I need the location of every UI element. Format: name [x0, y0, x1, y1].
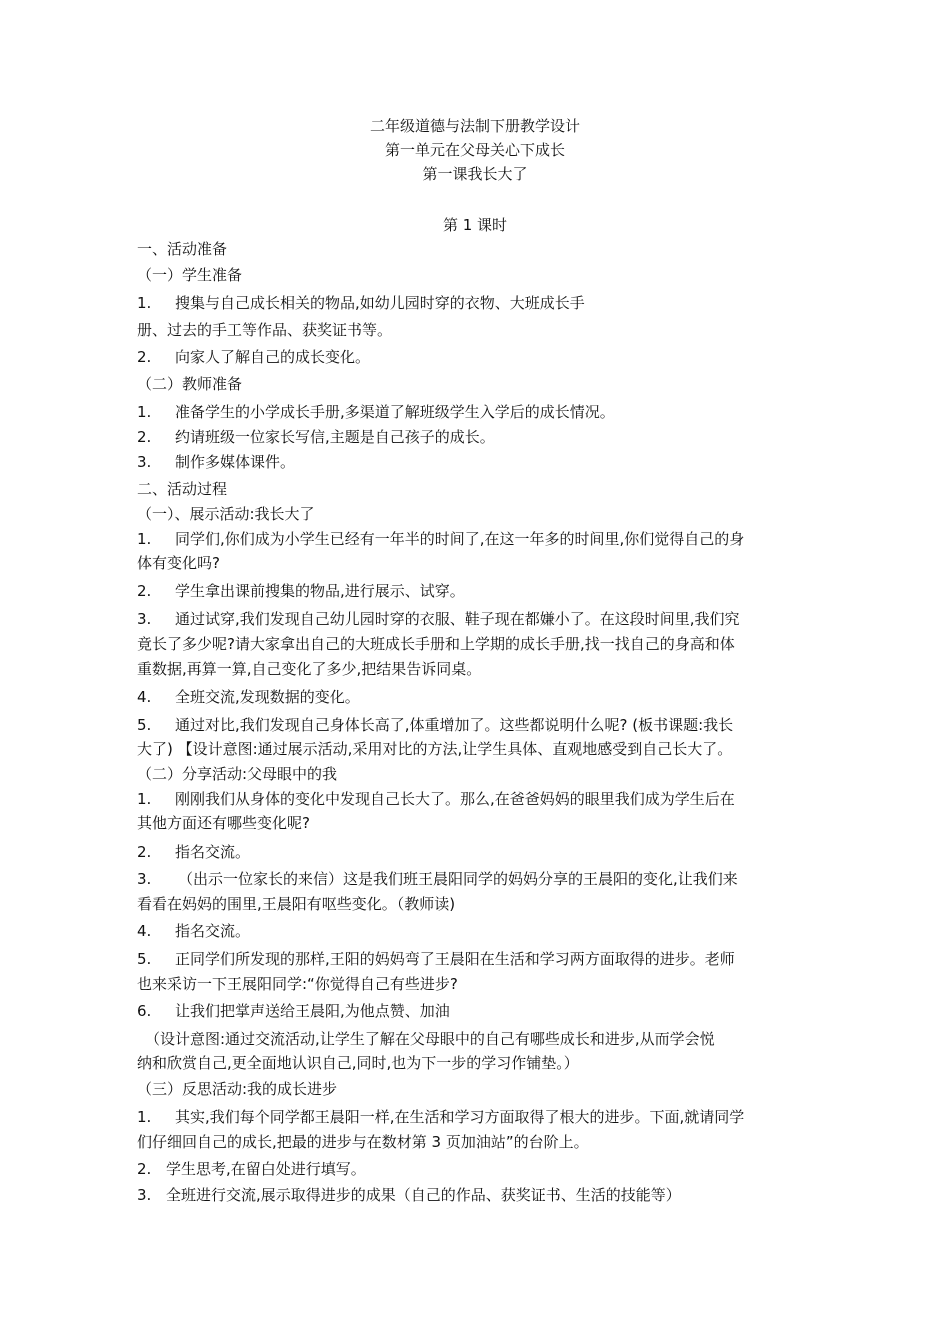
- list-item: 指名交流。: [175, 922, 251, 940]
- list-item: 通过对比,我们发现自己身体长高了,体重增加了。这些都说明什么呢? (板书课题:我长: [175, 716, 734, 734]
- list-number: 3.: [137, 453, 152, 471]
- subheading-show-activity: （一）、展示活动:我长大了: [137, 505, 315, 523]
- list-item: 约请班级一位家长写信,主题是自己孩子的成长。: [175, 428, 495, 446]
- subheading-student-prep: （一）学生准备: [137, 266, 243, 284]
- list-number: 1.: [137, 790, 152, 808]
- subheading-teacher-prep: （二）教师准备: [137, 375, 243, 393]
- list-number: 5.: [137, 716, 152, 734]
- list-number: 3.: [137, 610, 152, 628]
- list-item: 向家人了解自己的成长变化。: [175, 348, 371, 366]
- period-title: 第 1 课时: [442, 216, 508, 234]
- list-number: 4.: [137, 922, 152, 940]
- list-item: 制作多媒体课件。: [175, 453, 296, 471]
- list-number: 5.: [137, 950, 152, 968]
- subheading-reflect-activity: （三）反思活动:我的成长进步: [137, 1080, 338, 1098]
- unit-title: 第一单元在父母关心下成长: [384, 141, 565, 159]
- list-number: 6.: [137, 1002, 152, 1020]
- design-intent-note-continuation: 纳和欣赏自己,更全面地认识自己,同时,也为下一步的学习作铺垫。）: [137, 1054, 579, 1072]
- list-item: 正同学们所发现的那样,王阳的妈妈弯了王晨阳在生活和学习两方面取得的进步。老师: [175, 950, 735, 968]
- list-item: 同学们,你们成为小学生已经有一年半的时间了,在这一年多的时间里,你们觉得自己的身: [175, 530, 745, 548]
- list-item-continuation: 其他方面还有哪些变化呢?: [137, 814, 310, 832]
- list-item: 准备学生的小学成长手册,多渠道了解班级学生入学后的成长情况。: [175, 403, 615, 421]
- list-number: 2.: [137, 582, 152, 600]
- list-item-continuation: 重数据,再算一算,自己变化了多少,把结果告诉同桌。: [137, 660, 482, 678]
- list-number: 1.: [137, 403, 152, 421]
- list-number: 2.: [137, 843, 152, 861]
- document-title: 二年级道德与法制下册教学设计: [369, 117, 580, 135]
- list-item: 让我们把掌声送给王晨阳,为他点赞、加油: [175, 1002, 450, 1020]
- list-item: 全班进行交流,展示取得进步的成果（自己的作品、获奖证书、生活的技能等）: [166, 1186, 681, 1204]
- list-number: 4.: [137, 688, 152, 706]
- list-item: 指名交流。: [175, 843, 251, 861]
- list-item: 刚刚我们从身体的变化中发现自己长大了。那么,在爸爸妈妈的眼里我们成为学生后在: [175, 790, 735, 808]
- list-item-continuation: 也来采访一下王展阳同学:“你觉得自己有些进步?: [137, 975, 458, 993]
- list-number: 2.: [137, 1160, 152, 1178]
- list-item: 搜集与自己成长相关的物品,如幼儿园时穿的衣物、大班成长手: [175, 294, 585, 312]
- design-intent-note: （设计意图:通过交流活动,让学生了解在父母眼中的自己有哪些成长和进步,从而学会悦: [145, 1030, 715, 1048]
- list-item: （出示一位家长的来信）这是我们班王晨阳同学的妈妈分享的王晨阳的变化,让我们来: [178, 870, 738, 888]
- list-item: 其实,我们每个同学都王晨阳一样,在生活和学习方面取得了根大的进步。下面,就请同学: [175, 1108, 745, 1126]
- list-item-continuation: 体有变化吗?: [137, 554, 220, 572]
- list-item-continuation: 册、过去的手工等作品、获奖证书等。: [137, 321, 393, 339]
- section-heading-process: 二、活动过程: [137, 480, 228, 498]
- list-item: 通过试穿,我们发现自己幼儿园时穿的衣服、鞋子现在都嫌小了。在这段时间里,我们究: [175, 610, 740, 628]
- list-item-continuation: 大了) 【设计意图:通过展示活动,采用对比的方法,让学生具体、直观地感受到自己长大了。: [137, 740, 733, 758]
- list-item: 学生拿出课前搜集的物品,进行展示、试穿。: [175, 582, 465, 600]
- list-item-continuation: 们仔细回自己的成长,把最的进步与在数材第 3 页加油站”的台阶上。: [137, 1133, 589, 1151]
- list-number: 1.: [137, 294, 152, 312]
- list-number: 3.: [137, 870, 152, 888]
- list-number: 2.: [137, 428, 152, 446]
- list-number: 3.: [137, 1186, 152, 1204]
- list-number: 2.: [137, 348, 152, 366]
- section-heading-preparation: 一、活动准备: [137, 240, 228, 258]
- lesson-title: 第一课我长大了: [422, 165, 528, 183]
- subheading-share-activity: （二）分享活动:父母眼中的我: [137, 765, 338, 783]
- list-number: 1.: [137, 1108, 152, 1126]
- list-number: 1.: [137, 530, 152, 548]
- list-item: 全班交流,发现数据的变化。: [175, 688, 360, 706]
- list-item-continuation: 竟长了多少呢?请大家拿出自己的大班成长手册和上学期的成长手册,找一找自己的身高和体: [137, 635, 735, 653]
- list-item: 学生思考,在留白处进行填写。: [166, 1160, 366, 1178]
- list-item-continuation: 看看在妈妈的围里,王晨阳有呕些变化。（教师读): [137, 895, 456, 913]
